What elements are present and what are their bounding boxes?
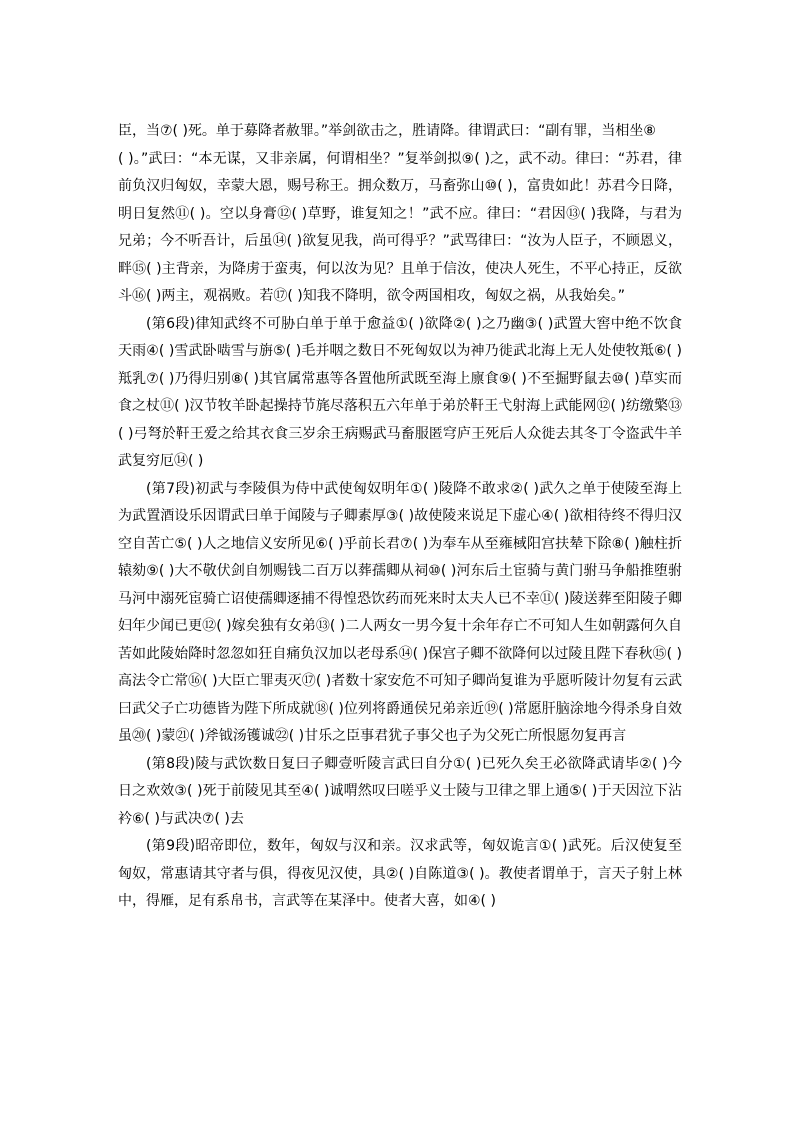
paragraph-continuation-2: ( )。”武曰：“本无谋，又非亲属，何谓相坐？”复举剑拟⑨( )之，武不动。律曰：“苏君，律前负汉归匈奴，幸蒙大恩，赐号称王。拥众数万，马畜弥山⑩( )，富贵如此！苏君今日降，明日复然⑪( )。空以身膏⑫( )草野，谁复知之！”武不应。律曰：“君因⑬( )我降，与君为兄弟；今不听吾计，后虽⑭( )欲复见我，尚可得乎？”武骂律曰：“汝为人臣子，不顾恩义，畔⑮( )主背亲，为降虏于蛮夷，何以汝为见？且单于信汝，使决人死生，不平心持正，反欲斗⑯( )两主，观祸败。若⑰( )知我不降明，欲令两国相攻，匈奴之祸，从我始矣。” bbox=[118, 150, 682, 304]
paragraph-section-6: (第6段)律知武终不可胁白单于单于愈益①( )欲降②( )之乃幽③( )武置大窖中绝不饮食天雨④( )雪武卧啮雪与旃⑤( )毛并咽之数日不死匈奴以为神乃徙武北海上无人处使牧羝⑥( )羝乳⑦( )乃得归别⑧( )其官属常惠等各置他所武既至海上廪食⑨( )不至掘野鼠去⑩( )草实而食之杖⑪( )汉节牧羊卧起操持节旄尽落积五六年单于弟於靬王弋射海上武能网⑫( )纺缴檠⑬( )弓弩於靬王爱之给其衣食三岁余王病赐武马畜服匿穹庐王死后人众徙去其冬丁令盗武牛羊武复穷厄⑭( ) bbox=[118, 315, 682, 469]
paragraph-continuation-1: 臣，当⑦( )死。单于募降者赦罪。”举剑欲击之，胜请降。律谓武曰：“副有罪，当相坐⑧ bbox=[118, 123, 656, 139]
paragraph-section-9: (第9段)昭帝即位，数年，匈奴与汉和亲。汉求武等，匈奴诡言①( )武死。后汉使复至匈奴，常惠请其守者与俱，得夜见汉使，具②( )自陈道③( )。教使者谓单于，言天子射上林中，得雁，足有系帛书，言武等在某泽中。使者大喜，如④( ) bbox=[118, 838, 682, 909]
document-page bbox=[118, 118, 682, 916]
paragraph-section-7: (第7段)初武与李陵俱为侍中武使匈奴明年①( )陵降不敢求②( )武久之单于使陵至海上为武置酒设乐因谓武曰单于闻陵与子卿素厚③( )故使陵来说足下虚心④( )欲相待终不得归汉空自苦亡⑤( )人之地信义安所见⑥( )乎前长君⑦( )为奉车从至雍棫阳宫扶辇下除⑧( )触柱折辕劾⑨( )大不敬伏剑自刎赐钱二百万以葬孺卿从祠⑩( )河东后土宦骑与黄门驸马争船推堕驸马河中溺死宦骑亡诏使孺卿逐捕不得惶恐饮药而死来时太夫人已不幸⑪( )陵送葬至阳陵子卿妇年少闻已更⑫( )嫁矣独有女弟⑬( )二人两女一男今复十余年存亡不可知人生如朝露何久自苦如此陵始降时忽忽如狂自痛负汉加以老母系⑭( )保宫子卿不欲降何以过陵且陛下春秋⑮( )高法令亡常⑯( )大臣亡罪夷灭⑰( )者数十家安危不可知子卿尚复谁为乎愿听陵计勿复有云武曰武父子亡功德皆为陛下所成就⑱( )位列将爵通侯兄弟亲近⑲( )常愿肝脑涂地今得杀身自效虽⑳( )蒙㉑( )斧钺汤镬诚㉒( )甘乐之臣事君犹子事父也子为父死亡所恨愿勿复再言 bbox=[118, 480, 682, 744]
paragraph-section-8: (第8段)陵与武饮数日复曰子卿壹听陵言武曰自分①( )已死久矣王必欲降武请毕②( )今日之欢效③( )死于前陵见其至④( )诚喟然叹曰嗟乎义士陵与卫律之罪上通⑤( )于天因泣下沾衿⑥( )与武决⑦( )去 bbox=[118, 755, 682, 827]
